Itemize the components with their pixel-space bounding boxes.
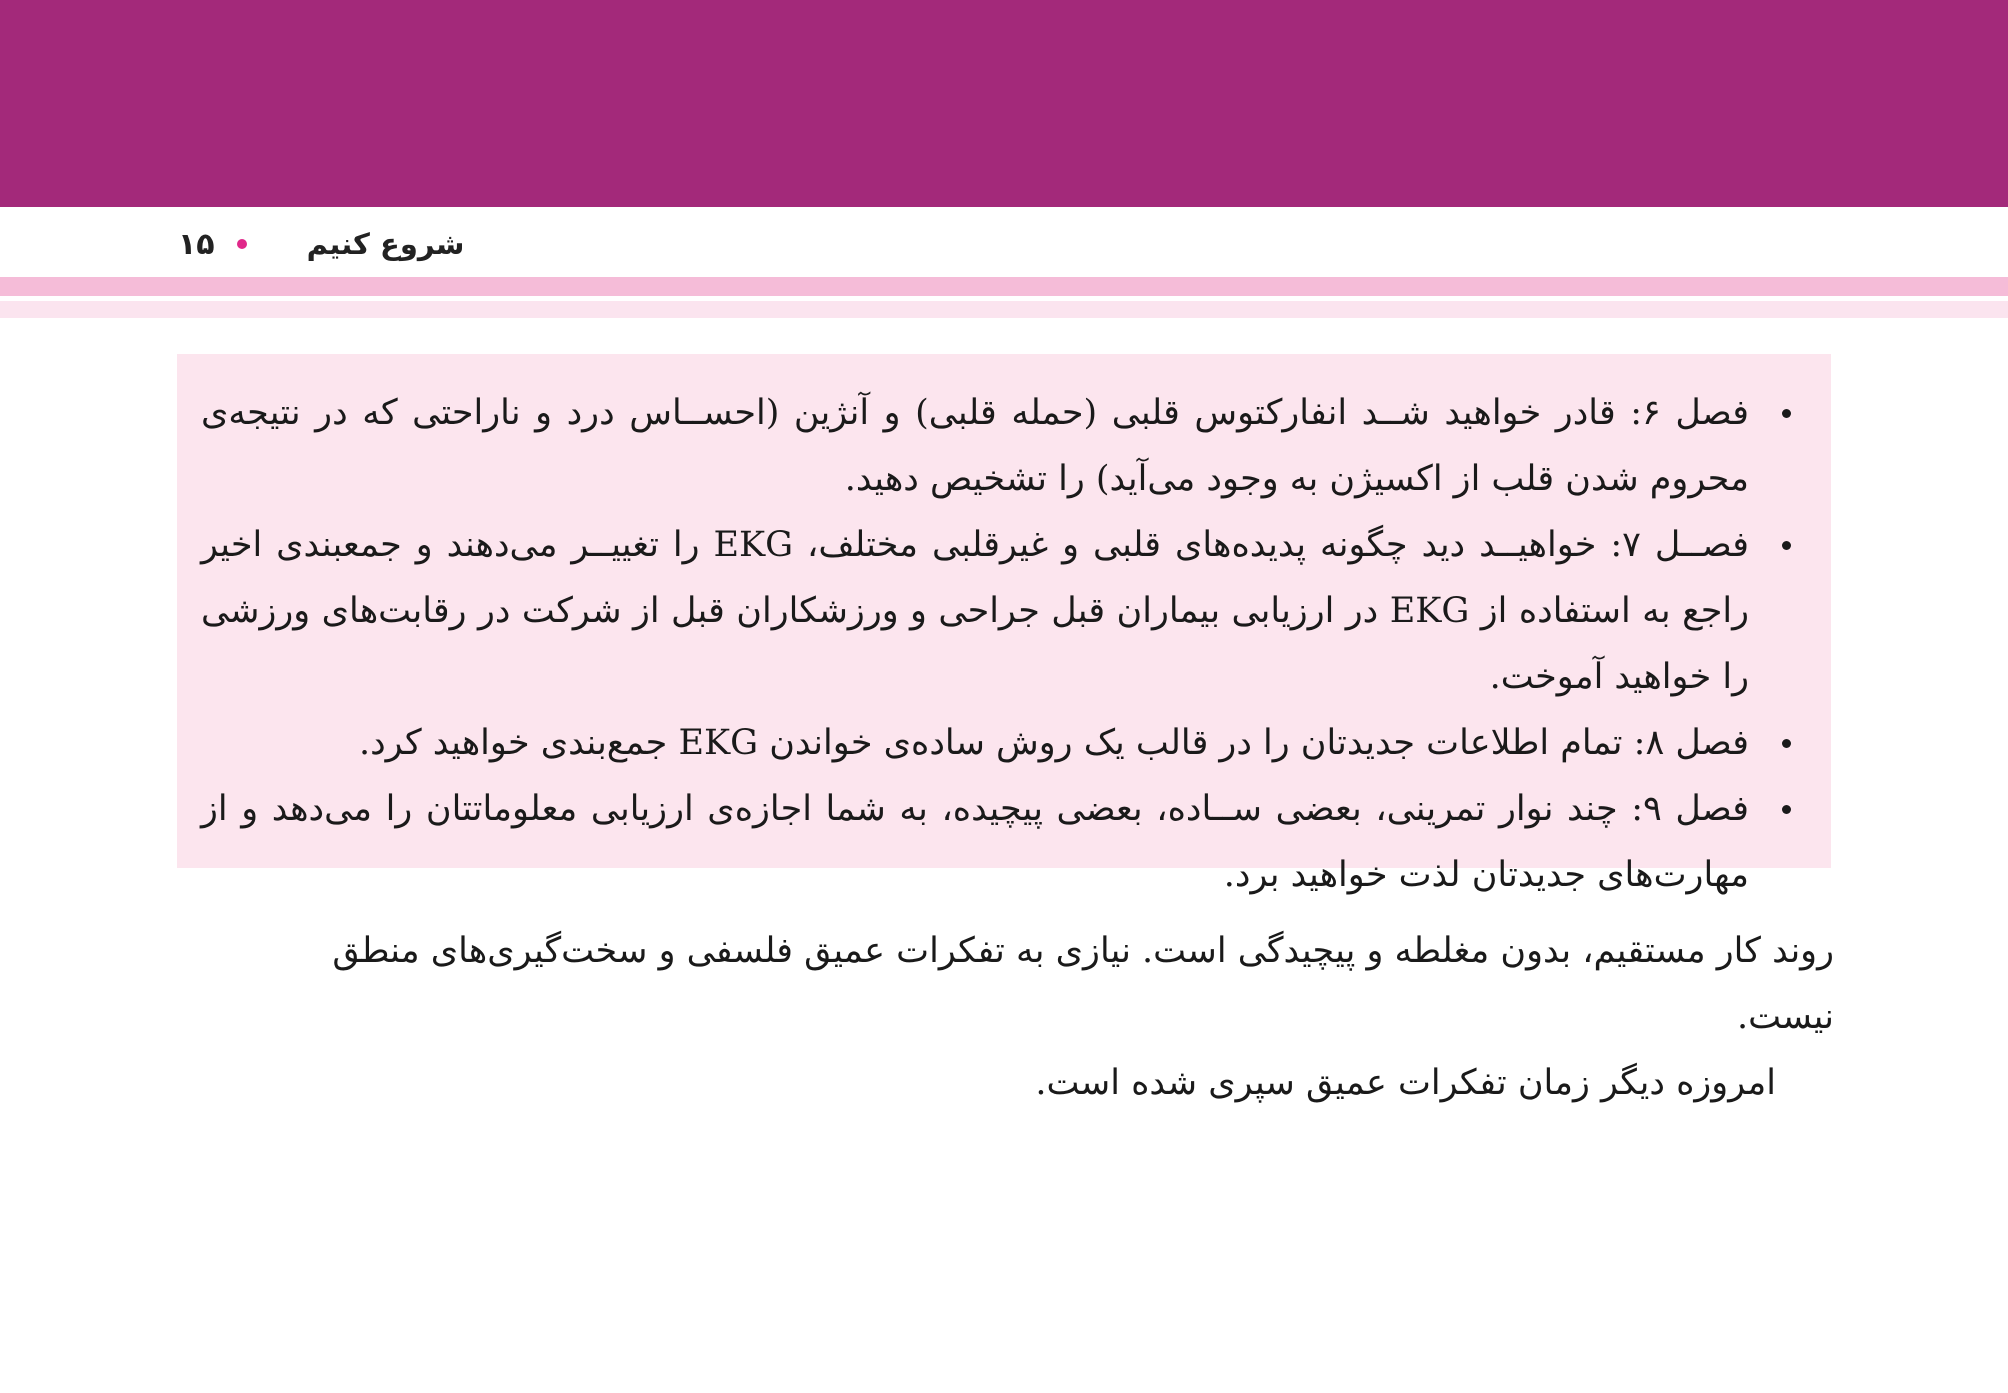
list-item bbox=[201, 710, 1807, 776]
separator-dot-icon bbox=[237, 239, 247, 249]
header-stripe-dark bbox=[0, 277, 2008, 296]
bullet-icon bbox=[1782, 805, 1791, 814]
list-item-text: فصل ۶: قادر خواهید شــد انفارکتوس قلبی (حمله قلبی) و آنژین (احســاس درد و ناراحتی که در نتیجه‌ی محروم شدن قلب از اکسیژن به وجود می‌آید) را تشخیص دهید. bbox=[201, 393, 1749, 499]
body-paragraph bbox=[290, 918, 1834, 1116]
bullet-icon bbox=[1782, 409, 1791, 418]
list-item bbox=[201, 380, 1807, 512]
running-head bbox=[178, 220, 464, 268]
page-number: ۱۵ bbox=[178, 226, 215, 262]
header-color-band bbox=[0, 0, 2008, 207]
bullet-icon bbox=[1782, 541, 1791, 550]
body-paragraph-line-1: روند کار مستقیم، بدون مغلطه و پیچیدگی است. نیازی به تفکرات عمیق فلسفی و سخت‌گیری‌های منطق نیست. bbox=[332, 931, 1834, 1037]
chapter-list bbox=[201, 380, 1807, 908]
body-paragraph-line-2: امروزه دیگر زمان تفکرات عمیق سپری شده است. bbox=[1035, 1063, 1776, 1103]
list-item bbox=[201, 776, 1807, 908]
header-stripe-light bbox=[0, 301, 2008, 318]
list-item bbox=[201, 512, 1807, 710]
list-item-text: فصل ۹: چند نوار تمرینی، بعضی ســاده، بعضی پیچیده، به شما اجازه‌ی ارزیابی معلوماتتان را می‌دهد و از مهارت‌های جدیدتان لذت خواهید برد. bbox=[201, 789, 1749, 895]
chapter-summary-box bbox=[177, 354, 1831, 895]
list-item-text: فصل ۸: تمام اطلاعات جدیدتان را در قالب یک روش ساده‌ی خواندن EKG جمع‌بندی خواهید کرد. bbox=[358, 723, 1749, 763]
list-item-text: فصــل ۷: خواهیــد دید چگونه پدیده‌های قلبی و غیرقلبی مختلف، EKG را تغییــر می‌دهند و جمعبندی اخیر راجع به استفاده از EKG در ارزیابی بیماران قبل جراحی و ورزشکاران قبل از شرکت در رقابت‌های ورزشی را خواهید آموخت. bbox=[201, 525, 1749, 697]
bullet-icon bbox=[1782, 739, 1791, 748]
chapter-title: شروع کنیم bbox=[306, 227, 465, 261]
